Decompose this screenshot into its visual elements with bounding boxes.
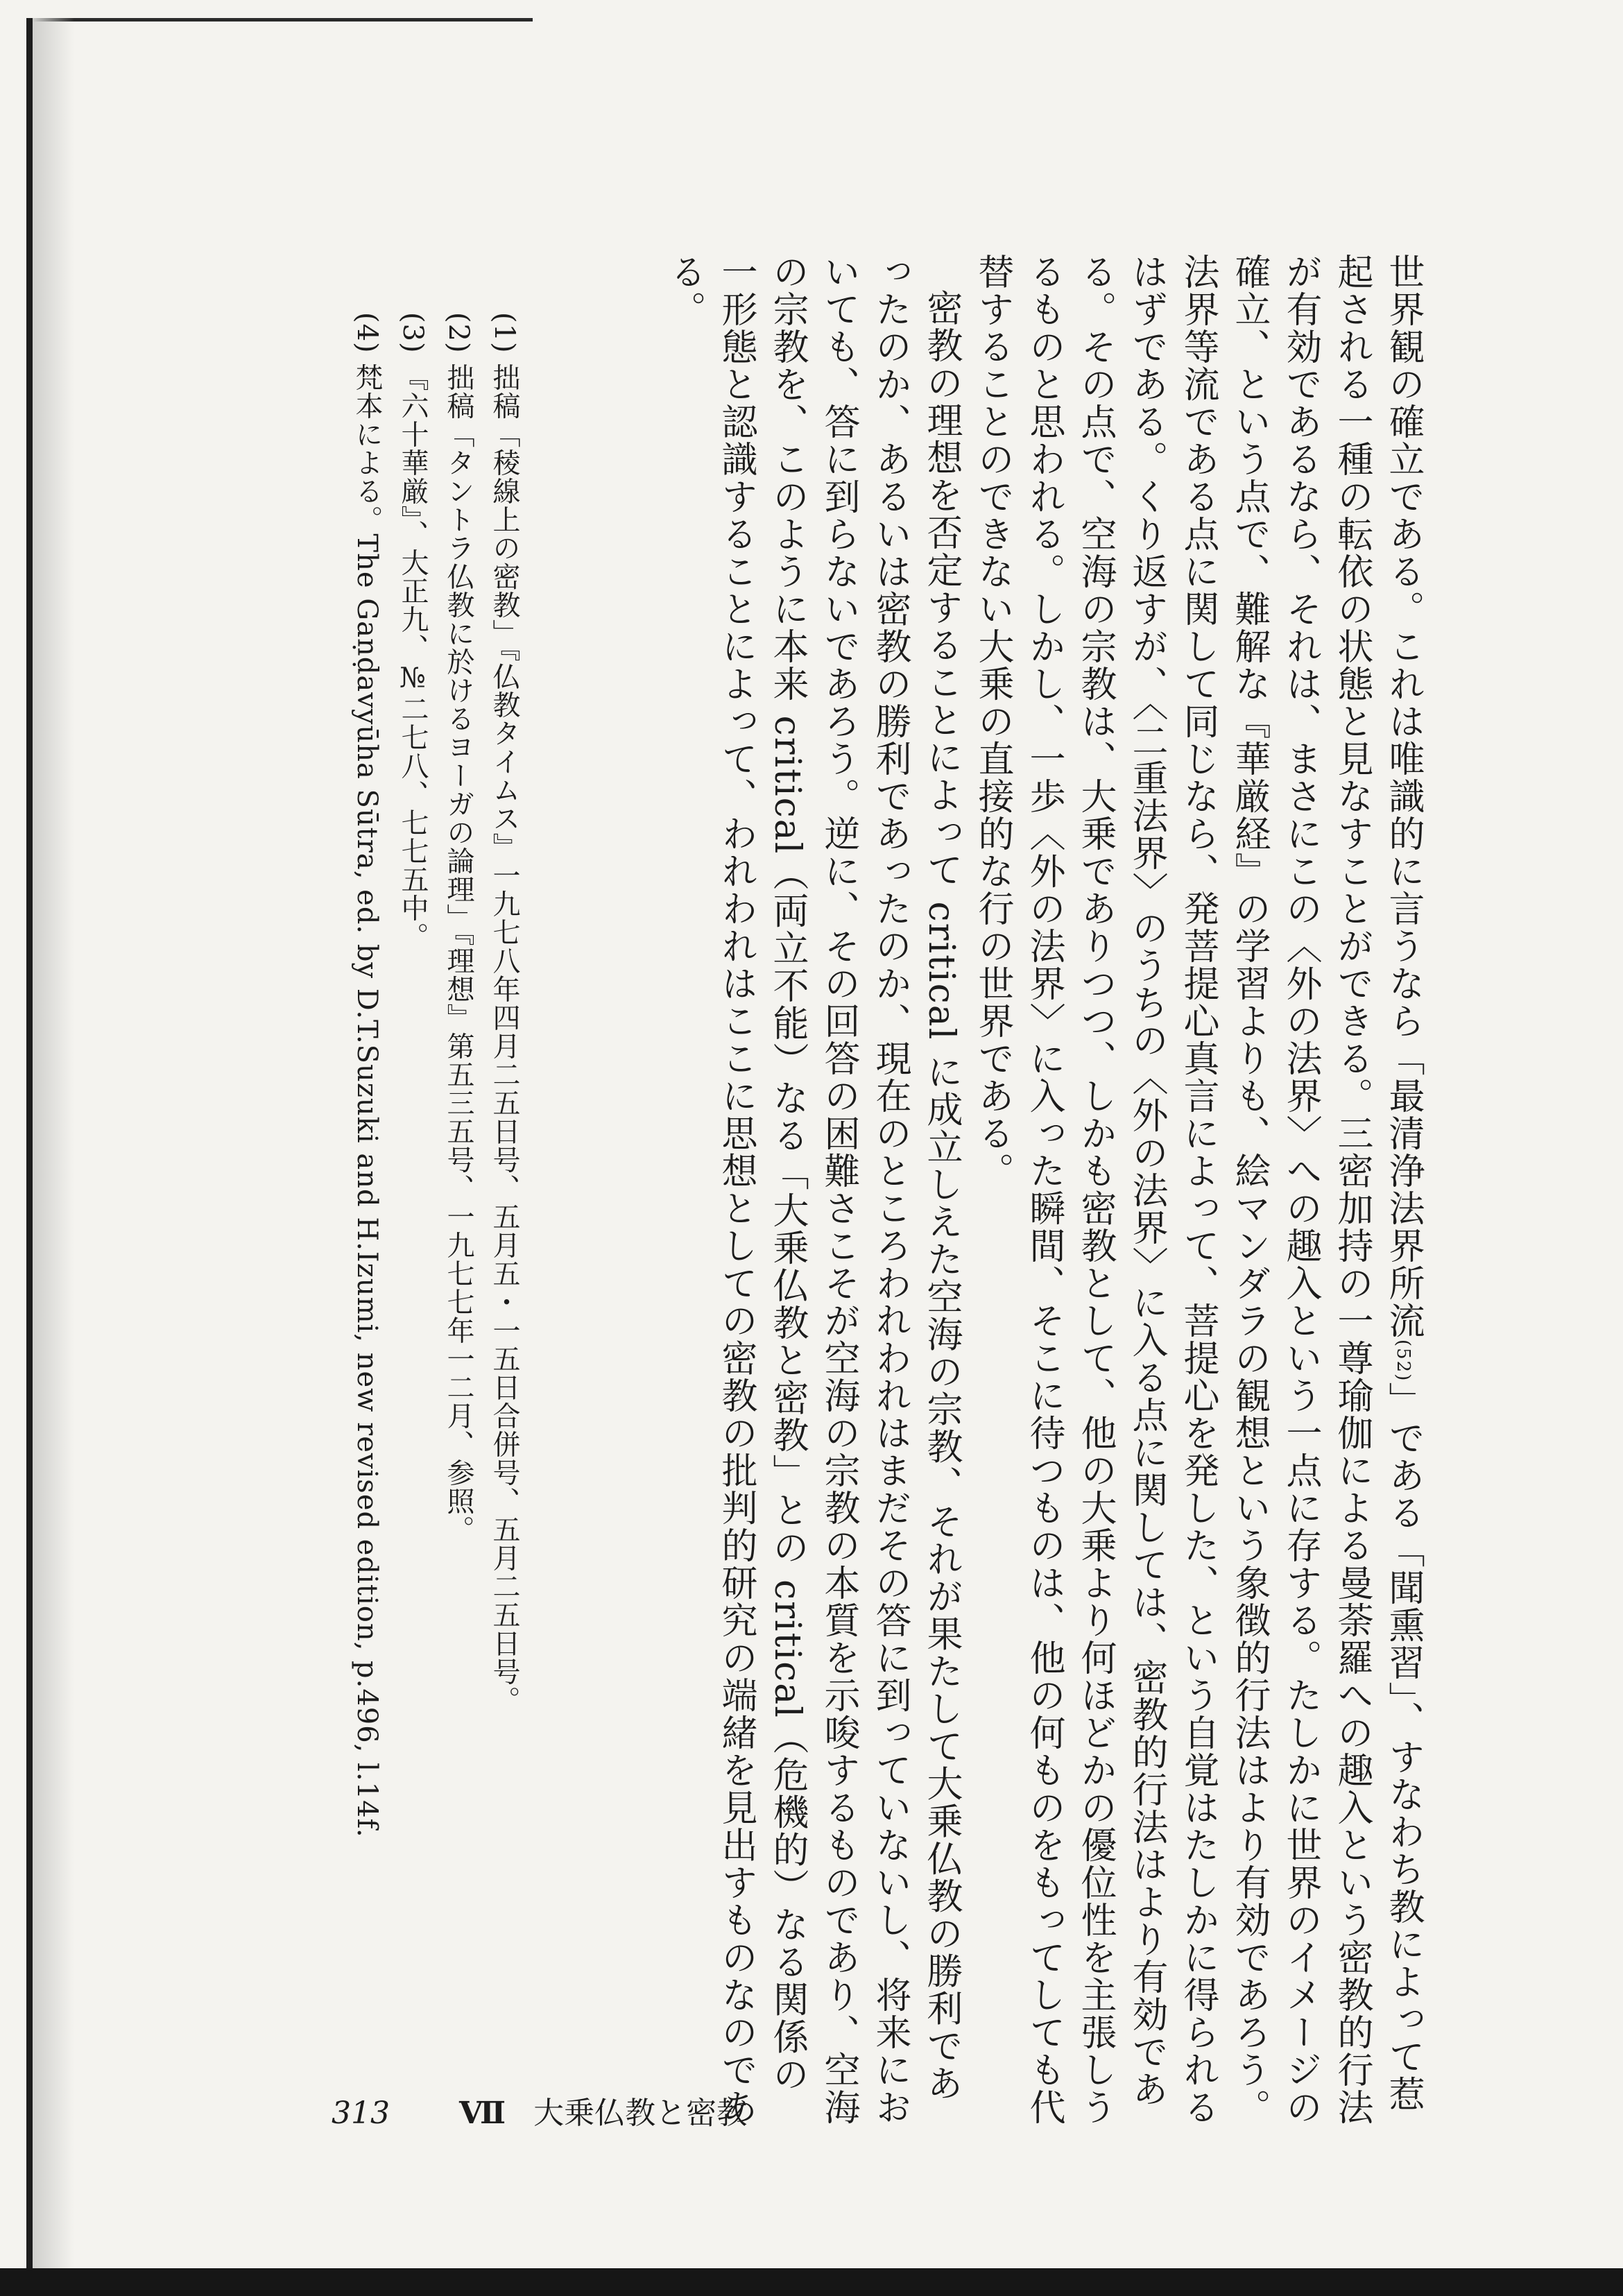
scan-edge-top: [26, 18, 533, 22]
footnote-1: [481, 312, 527, 2116]
note-reference-52: (52): [1393, 1339, 1414, 1382]
footnote-text: 拙稿「稜線上の密教」『仏教タイムス』一九七八年四月二五日号、五月五・一五日合併号、五月二五日号。: [488, 363, 520, 1715]
paragraph-2: [659, 253, 967, 2126]
binding-shadow: [33, 18, 74, 2296]
footnote-number: (3): [397, 312, 429, 354]
footnote-number: (1): [488, 312, 520, 354]
footnote-text: 『六十華厳』、大正九、№二七八、七七五中。: [397, 363, 429, 951]
paragraph-2-text: 密教の理想を否定することによって critical に成立しえた空海の宗教、それが果たして大乗仏教の勝利であったのか、あるいは密教の勝利であったのか、現在のところわれわれはまだその答に到っていないし、将来においても、答に到らないであろう。逆に、その回答の困難さこそが空海の宗教の本質を示唆するものであり、空海の宗教を、このように本来 critical（両立不能）なる「大乗仏教と密教」との critical（危機的）なる関係の一形態と認識することによって、われわれはここに思想としての密教の批判的研究の端緒を見出すものなのである。: [664, 253, 962, 2126]
paragraph-1: [967, 253, 1429, 2126]
page-footer: [332, 2088, 747, 2130]
chapter-title: 大乗仏教と密教: [533, 2096, 748, 2131]
footnote-4: [344, 312, 390, 2116]
scan-edge-left: [26, 18, 33, 2296]
footnote-text: 拙稿「タントラ仏教に於けるヨーガの論理」『理想』第五三五号、一九七七年一二月、参照。: [443, 363, 474, 1544]
scan-edge-bottom: [0, 2268, 1623, 2296]
footnote-2: [436, 312, 481, 2116]
page-number: 313: [332, 2096, 390, 2131]
footnote-3: [390, 312, 436, 2116]
footnote-number: (2): [443, 312, 474, 354]
paragraph-1-text: 世界観の確立である。これは唯識的に言うなら「最清浄法界所流(52)」である「聞熏習」、すなわち教によって惹起される一種の転依の状態と見なすことができる。三密加持の一尊瑜伽による曼荼羅への趣入という密教的行法が有効であるなら、それは、まさにこの〈外の法界〉への趣入という一点に存する。たしかに世界のイメージの確立、という点で、難解な『華厳経』の学習よりも、絵マンダラの観想という象徴的行法はより有効であろう。法界等流である点に関して同じなら、発菩提心真言によって、菩提心を発した、という自覚はたしかに得られるはずである。くり返すが、〈二重法界〉のうちの〈外の法界〉に入る点に関しては、密教的行法はより有効である。その点で、空海の宗教は、大乗でありつつ、しかも密教として、他の大乗より何ほどかの優位性を主張しうるものと思われる。しかし、一歩〈外の法界〉に入った瞬間、そこに待つものは、他の何ものをもってしても代替することのできない大乗の直接的な行の世界である。: [972, 253, 1424, 2126]
footnote-number: (4): [351, 312, 383, 354]
footnotes: [277, 312, 527, 2116]
footnote-text: 梵本による。The Gaṇḍavyūha Sūtra, ed. by D.T.Suzuki and H.Izumi, new revised edition, p.496, l.14f.: [351, 363, 383, 1838]
chapter-numeral: Ⅶ: [458, 2096, 506, 2131]
